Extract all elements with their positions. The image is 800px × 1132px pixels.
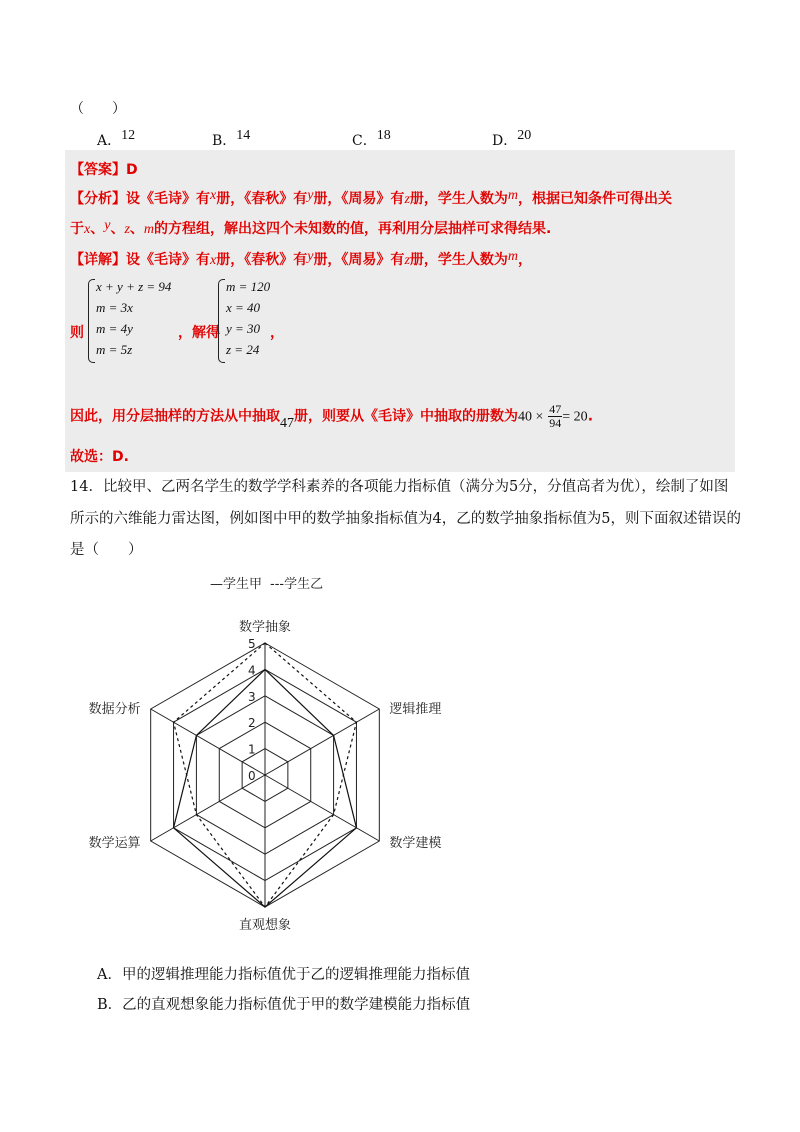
var-x: x: [84, 222, 91, 237]
axis-label: 直观想象: [238, 918, 292, 933]
text-run: 设《毛诗》有: [126, 191, 210, 207]
legend-text: —学生甲: [210, 577, 263, 592]
text-run: ，: [518, 252, 533, 268]
period: .: [587, 408, 594, 425]
text-run: 册，则要从《毛诗》中抽取的册数为: [294, 408, 518, 425]
option-value: 12: [121, 128, 136, 143]
option-value: 20: [517, 128, 532, 143]
q14-stem-line-3: 是（ ）: [70, 542, 143, 558]
var-m: m: [507, 249, 519, 264]
q13-option-b[interactable]: [212, 128, 251, 152]
text-run: 册，《春秋》有: [216, 191, 308, 207]
text-run: ，根据已知条件可得出关: [518, 191, 673, 207]
q13-paren: （ ）: [70, 101, 126, 117]
q13-option-a[interactable]: [97, 128, 136, 152]
tick-label: 2: [248, 716, 256, 731]
tick-label: 3: [248, 689, 256, 704]
var-m: m: [507, 188, 519, 203]
conclusion-line: [70, 403, 593, 430]
then-word: 则: [70, 325, 84, 341]
final-choice: 故选：D.: [70, 449, 129, 465]
analysis-line-1: [70, 189, 672, 210]
var-y: y: [104, 218, 111, 233]
system2-eq1: m = 120: [226, 279, 271, 294]
option-letter: A．: [97, 133, 122, 149]
text-run: 于: [70, 221, 84, 237]
axis-label: 数学运算: [88, 836, 141, 851]
text-run: 册，学生人数为: [409, 191, 508, 207]
text-run: 的方程组，解出这四个未知数的值，再利用分层抽样可求得结果.: [154, 221, 552, 237]
axis-label: 逻辑推理: [389, 702, 442, 717]
option-value: 18: [376, 128, 391, 143]
fraction-denominator: 94: [549, 416, 562, 430]
text-run: 、: [129, 221, 144, 237]
system2-eq4: z = 24: [226, 342, 260, 357]
tick-label: 1: [248, 742, 256, 757]
calc-prefix: 40 ×: [518, 409, 544, 425]
var-x: x: [210, 188, 217, 203]
text-run: 册，《春秋》有: [216, 252, 308, 268]
axis-spoke: [151, 775, 265, 841]
axis-spoke: [265, 775, 379, 841]
q14-option-a[interactable]: [97, 962, 470, 988]
text-run: 、: [90, 221, 105, 237]
var-y: y: [307, 249, 314, 264]
axis-label: 数学抽象: [238, 620, 292, 635]
text-run: 设《毛诗》有: [126, 252, 210, 268]
legend-text: ---学生乙: [270, 577, 324, 592]
system2-eq2: x = 40: [226, 300, 261, 315]
radar-chart: [60, 570, 480, 950]
system1-eq2: m = 3x: [96, 300, 133, 315]
calc-result: = 20: [562, 409, 588, 425]
text-run: 册，《周易》有: [313, 191, 405, 207]
q14-stem-line-2: 所示的六维能力雷达图，例如图中甲的数学抽象指标值为4，乙的数学抽象指标值为5，则下面叙述错误的: [70, 511, 741, 527]
text-run: 、: [110, 221, 125, 237]
option-text: 乙的直观想象能力指标值优于甲的数学建模能力指标值: [122, 997, 471, 1013]
solve-word: ，解得: [178, 325, 220, 341]
text-run: 册，学生人数为: [409, 252, 508, 268]
answer-value: D: [126, 162, 138, 178]
var-m: m: [143, 222, 155, 237]
answer-label: 【答案】: [70, 162, 126, 178]
axis-label: 数学建模: [389, 836, 442, 851]
detail-line-1: [70, 250, 532, 271]
option-letter: B．: [212, 133, 237, 149]
q13-option-d[interactable]: [492, 128, 532, 152]
tick-label: 0: [248, 769, 256, 783]
option-letter: D．: [492, 133, 518, 149]
sample-size: 47: [280, 415, 294, 431]
option-letter: A．: [97, 967, 122, 983]
q13-option-c[interactable]: [352, 128, 391, 152]
axis-spoke: [265, 709, 379, 775]
option-text: 甲的逻辑推理能力指标值优于乙的逻辑推理能力指标值: [121, 967, 470, 983]
system1-eq4: m = 5z: [96, 342, 133, 357]
tick-label: 5: [248, 637, 256, 651]
text-run: 因此，用分层抽样的方法从中抽取: [70, 408, 280, 425]
brace-1: [88, 279, 95, 363]
q14-option-b[interactable]: [97, 992, 470, 1018]
text-run: 册，《周易》有: [313, 252, 405, 268]
end-comma: ，: [270, 325, 284, 341]
option-letter: B．: [97, 997, 123, 1013]
var-z: z: [404, 253, 410, 268]
detail-label: 【详解】: [70, 252, 126, 268]
var-z: z: [404, 192, 410, 207]
option-letter: C．: [352, 133, 377, 149]
option-value: 14: [236, 128, 251, 143]
var-z: z: [124, 222, 130, 237]
tick-label: 4: [248, 663, 256, 678]
var-y: y: [307, 188, 314, 203]
analysis-label: 【分析】: [70, 191, 126, 207]
analysis-line-2: [70, 219, 551, 240]
fraction: [548, 403, 562, 430]
var-x: x: [210, 253, 217, 268]
fraction-numerator: 47: [549, 402, 562, 416]
brace-2: [218, 279, 225, 363]
axis-label: 数据分析: [88, 702, 141, 717]
q14-stem-line-1: 14．比较甲、乙两名学生的数学学科素养的各项能力指标值（满分为5分，分值高者为优），绘制了如图: [70, 479, 729, 495]
system1-eq1: x + y + z = 94: [96, 279, 172, 294]
answer-line: [70, 160, 138, 180]
system2-eq3: y = 30: [226, 321, 261, 336]
system1-eq3: m = 4y: [96, 321, 133, 336]
